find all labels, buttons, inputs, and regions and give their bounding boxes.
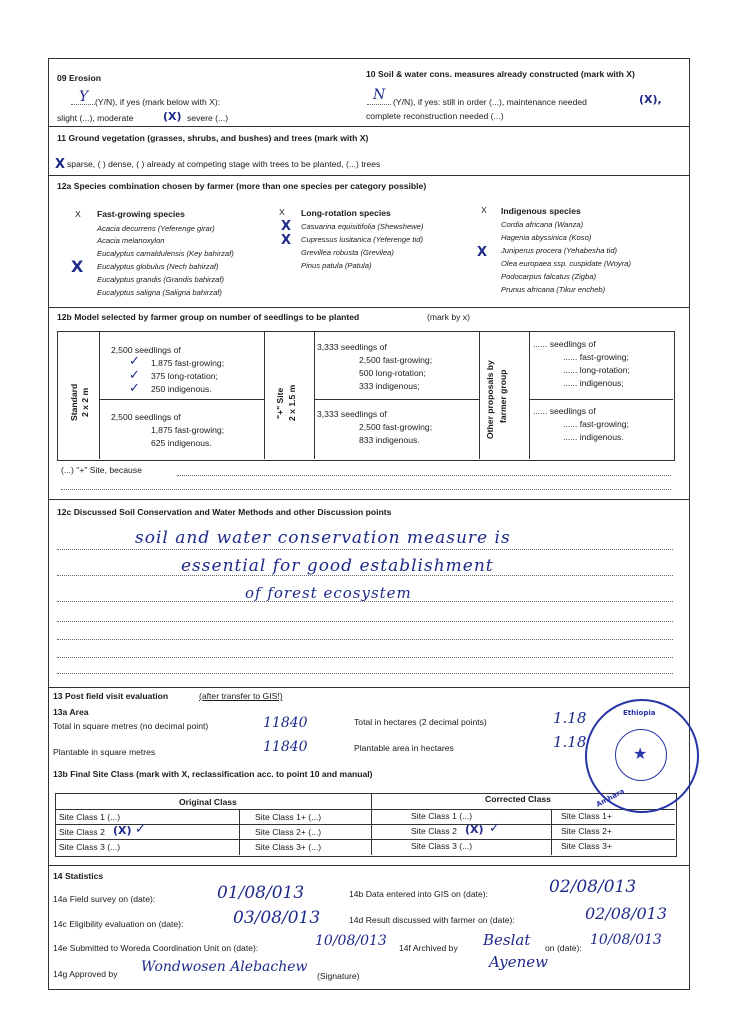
long-species-3: Pinus patula (Patula): [301, 261, 372, 270]
gis-entry-date: 02/08/013: [549, 877, 637, 897]
indig-species-1: Hagenia abyssinica (Koso): [501, 233, 592, 242]
hand-mark-eucalyptus-globulus: X: [71, 257, 84, 276]
check-fast: ✓: [129, 354, 140, 369]
archived-date: 10/08/013: [590, 932, 662, 948]
archived-on-label: on (date):: [545, 943, 582, 953]
swc-maint-mark: (X),: [639, 93, 662, 106]
plant-ha-label: Plantable area in hectares: [354, 743, 454, 753]
model-title: 12b Model selected by farmer group on number of seedlings to be planted: [57, 312, 360, 322]
post-visit-title: 13 Post field visit evaluation: [53, 691, 169, 701]
indig-species-3: Olea europaea ssp. cuspidate (Woyra): [501, 259, 632, 268]
fast-species-2: Eucalyptus camaldulensis (Key bahirzaf): [97, 249, 234, 258]
signature-label: (Signature): [317, 971, 360, 981]
other-label2: farmer group: [498, 369, 508, 423]
corr-class-2-mark: (X): [465, 823, 484, 836]
corr-class-1plus: Site Class 1+: [561, 811, 612, 821]
fast-species-4: Eucalyptus grandis (Grandis bahirzaf): [97, 275, 225, 284]
std-a-0: 2,500 seedlings of: [111, 345, 181, 355]
archived-by-name: Beslat: [483, 931, 531, 949]
std-a-2: 375 long-rotation;: [151, 371, 218, 381]
submitted-label: 14e Submitted to Woreda Coordination Unit on (date):: [53, 943, 259, 953]
corr-class-1: Site Class 1 (...): [411, 811, 473, 821]
other-a-1: ...... fast-growing;: [563, 352, 629, 362]
discussion-title: 12c Discussed Soil Conservation and Water Methods and other Discussion points: [57, 507, 392, 517]
std-b-2: 625 indigenous.: [151, 438, 212, 448]
hand-mark-cupressus: X: [281, 233, 292, 248]
total-sqm-label: Total in square metres (no decimal point): [53, 721, 209, 731]
plus-site-because: (...) "+" Site, because: [61, 465, 142, 475]
gis-entry-label: 14b Data entered into GIS on (date):: [349, 889, 489, 899]
final-class-title: 13b Final Site Class (mark with X, reclassification acc. to point 10 and manual): [53, 769, 373, 779]
check-indig: ✓: [129, 381, 140, 396]
other-b-1: ...... fast-growing;: [563, 419, 629, 429]
plant-ha-value: 1.18: [553, 733, 587, 751]
species-title: 12a Species combination chosen by farmer (more than one species per category possible): [57, 181, 427, 191]
orig-class-1plus: Site Class 1+ (...): [255, 812, 322, 822]
long-species-2: Grevillea robusta (Grevilea): [301, 248, 394, 257]
long-species-1: Cupressus lusitanica (Yeferenge tid): [301, 235, 423, 244]
total-ha-label: Total in hectares (2 decimal points): [354, 717, 487, 727]
other-a-2: ...... long-rotation;: [563, 365, 630, 375]
orig-class-1: Site Class 1 (...): [59, 812, 121, 822]
check-long: ✓: [129, 368, 140, 383]
plus-dim: 2 x 1.5 m: [287, 384, 297, 421]
orig-class-3: Site Class 3 (...): [59, 842, 121, 852]
corr-class-3: Site Class 3 (...): [411, 841, 473, 851]
orig-class-2: Site Class 2: [59, 827, 105, 837]
hand-mark-juniperus: X: [477, 245, 488, 260]
form-sheet: [48, 58, 690, 990]
fast-species-5: Eucalyptus saligna (Saligna bahirzaf): [97, 288, 222, 297]
fast-head: Fast-growing species: [97, 209, 185, 219]
standard-dim: 2 x 2 m: [80, 387, 90, 417]
long-species-0: Casuarina equisitifolia (Shewshewe): [301, 222, 424, 231]
approved-label: 14g Approved by: [53, 969, 118, 979]
other-a-0: ...... seedlings of: [533, 339, 596, 349]
plus-a-2: 500 long-rotation;: [359, 368, 426, 378]
other-b-2: ...... indigenous.: [563, 432, 624, 442]
submitted-date: 10/08/013: [315, 933, 387, 949]
plus-b-0: 3,333 seedlings of: [317, 409, 387, 419]
corr-class-2: Site Class 2: [411, 826, 457, 836]
stamp-ring-top: Ethiopia: [623, 709, 656, 717]
erosion-line2a: slight (...), moderate: [57, 113, 134, 123]
erosion-title: 09 Erosion: [57, 73, 101, 83]
result-discussed-date: 02/08/013: [585, 904, 668, 923]
vegetation-title: 11 Ground vegetation (grasses, shrubs, and bushes) and trees (mark with X): [57, 133, 369, 143]
other-a-3: ...... indigenous;: [563, 378, 624, 388]
vegetation-mark: X: [55, 157, 66, 172]
indig-species-4: Podocarpus falcatus (Zigba): [501, 272, 596, 281]
hand-mark-casuarina: X: [281, 219, 292, 234]
orig-class-2-mark: (X): [113, 824, 132, 837]
original-class-head: Original Class: [179, 797, 237, 807]
corr-class-3plus: Site Class 3+: [561, 841, 612, 851]
orig-class-3plus: Site Class 3+ (...): [255, 842, 322, 852]
field-survey-label: 14a Field survey on (date):: [53, 894, 156, 904]
stamp-ring-side: Amhara: [594, 787, 626, 809]
total-sqm-value: 11840: [263, 715, 308, 731]
plus-a-0: 3,333 seedlings of: [317, 342, 387, 352]
other-label: Other proposals by: [485, 360, 495, 439]
corrected-class-head: Corrected Class: [485, 794, 551, 804]
indig-x-head: X: [481, 205, 487, 215]
swc-title: 10 Soil & water cons. measures already constructed (mark with X): [366, 69, 635, 79]
swc-line1: (Y/N), if yes: still in order (...), maintenance needed: [393, 97, 587, 107]
std-b-0: 2,500 seedlings of: [111, 412, 181, 422]
erosion-line1: (Y/N), if yes (mark below with X):: [95, 97, 221, 107]
discussion-line-1: soil and water conservation measure is: [135, 528, 511, 548]
std-a-1: 1,875 fast-growing;: [151, 358, 225, 368]
long-x-head: X: [279, 207, 285, 217]
corr-class-2plus: Site Class 2+: [561, 826, 612, 836]
orig-class-2-check: ✓: [135, 822, 146, 837]
approver-name-2: Ayenew: [489, 953, 548, 971]
eligibility-label: 14c Eligibility evaluation on (date):: [53, 919, 184, 929]
swc-line2: complete reconstruction needed (...): [366, 111, 504, 121]
eligibility-date: 03/08/013: [233, 908, 321, 928]
total-ha-value: 1.18: [553, 709, 587, 727]
fast-species-1: Acacia melanoxylon: [97, 236, 165, 245]
indig-species-0: Cordia africana (Wanza): [501, 220, 584, 229]
indig-head: Indigenous species: [501, 206, 581, 216]
fast-x-head: X: [75, 209, 81, 219]
stamp-center-star-icon: ★: [633, 744, 648, 763]
std-b-1: 1,875 fast-growing;: [151, 425, 225, 435]
discussion-line-2: essential for good establishment: [181, 556, 494, 576]
plus-b-1: 2,500 fast-growing;: [359, 422, 433, 432]
plus-a-3: 333 indigenous;: [359, 381, 420, 391]
erosion-mark: Y: [79, 89, 89, 105]
area-title: 13a Area: [53, 707, 89, 717]
model-title-suffix: (mark by x): [427, 312, 470, 322]
plant-sqm-value: 11840: [263, 739, 308, 755]
plus-b-2: 833 indigenous.: [359, 435, 420, 445]
archived-label: 14f Archived by: [399, 943, 458, 953]
swc-mark: N: [373, 87, 386, 103]
std-a-3: 250 indigenous.: [151, 384, 212, 394]
erosion-line2b: severe (...): [187, 113, 229, 123]
corr-class-2-check: ✓: [489, 821, 500, 836]
discussion-line-3: of forest ecosystem: [245, 584, 412, 602]
result-discussed-label: 14d Result discussed with farmer on (date):: [349, 915, 515, 925]
other-b-0: ...... seedlings of: [533, 406, 596, 416]
standard-label: Standard: [69, 383, 79, 421]
plant-sqm-label: Plantable in square metres: [53, 747, 156, 757]
plus-a-1: 2,500 fast-growing;: [359, 355, 433, 365]
plus-label: "+" Site: [275, 387, 285, 419]
indig-species-5: Prunus africana (Tikur encheb): [501, 285, 606, 294]
fast-species-0: Acacia decurrens (Yeferenge girar): [97, 224, 215, 233]
vegetation-text: sparse, ( ) dense, ( ) already at competing stage with trees to be planted, (...) trees: [67, 159, 381, 169]
orig-class-2plus: Site Class 2+ (...): [255, 827, 322, 837]
post-visit-suffix: (after transfer to GIS!): [199, 691, 283, 701]
long-head: Long-rotation species: [301, 208, 391, 218]
erosion-moderate-mark: (X): [163, 110, 182, 123]
statistics-title: 14 Statistics: [53, 871, 104, 881]
field-survey-date: 01/08/013: [217, 883, 305, 903]
fast-species-3: Eucalyptus globulus (Nech bahirzaf): [97, 262, 219, 271]
indig-species-2: Juniperus procera (Yehabesha tid): [501, 246, 618, 255]
approved-by-name: Wondwosen Alebachew: [141, 959, 308, 975]
